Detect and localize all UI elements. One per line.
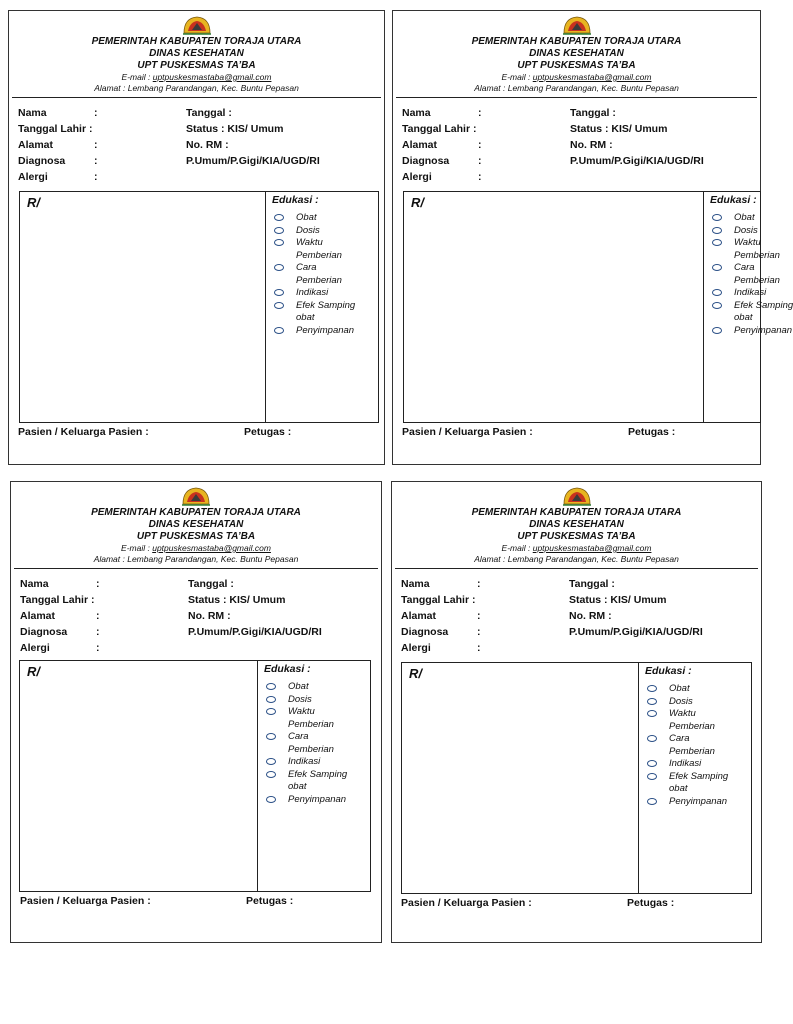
prescription-box — [403, 191, 793, 423]
checkbox-circle-icon[interactable] — [712, 302, 722, 309]
field-poli-options: P.Umum/P.Gigi/KIA/UGD/RI — [569, 626, 703, 638]
checkbox-circle-icon[interactable] — [647, 798, 657, 805]
checkbox-circle-icon[interactable] — [266, 771, 276, 778]
checkbox-circle-icon[interactable] — [266, 796, 276, 803]
field-no-rm-label: No. RM : — [188, 610, 231, 622]
footer-officer-signature: Petugas : — [244, 426, 292, 438]
field-alamat-colon: : — [477, 610, 481, 622]
kabupaten-logo-icon — [562, 486, 592, 506]
field-tanggal-lahir-label: Tanggal Lahir : — [20, 594, 95, 606]
field-diagnosa-colon: : — [96, 626, 100, 638]
field-tanggal-lahir-label: Tanggal Lahir : — [402, 123, 477, 135]
card-header — [11, 482, 381, 572]
field-nama-colon: : — [477, 578, 481, 590]
field-tanggal-label: Tanggal : — [570, 107, 616, 119]
field-diagnosa-label: Diagnosa — [18, 155, 66, 167]
rx-symbol: R/ — [27, 664, 40, 679]
edukasi-panel: Edukasi : Obat Dosis Waktu Pemberian Cara Pemberian Indikasi Efek Samping obat Penyimpanan — [638, 663, 751, 893]
kabupaten-logo-icon — [562, 15, 592, 35]
checkbox-circle-icon[interactable] — [266, 708, 276, 715]
prescription-box — [401, 662, 752, 894]
checkbox-circle-icon[interactable] — [712, 214, 722, 221]
footer-officer-signature: Petugas : — [627, 897, 675, 909]
field-nama-label: Nama — [18, 107, 47, 119]
header-address: Alamat : Lembang Parandangan, Kec. Buntu Pepasan — [93, 554, 299, 564]
header-email: E-mail : uptpuskesmastaba@gmail.com — [121, 72, 272, 82]
checkbox-circle-icon[interactable] — [647, 698, 657, 705]
header-line-puskesmas: UPT PUSKESMAS TA’BA — [517, 531, 636, 542]
checkbox-circle-icon[interactable] — [274, 302, 284, 309]
checkbox-circle-icon[interactable] — [647, 760, 657, 767]
edukasi-panel: Edukasi : Obat Dosis Waktu Pemberian Cara Pemberian Indikasi Efek Samping obat Penyimpanan — [703, 192, 760, 422]
header-divider — [14, 568, 378, 569]
rx-symbol: R/ — [27, 195, 40, 210]
field-nama-colon: : — [478, 107, 482, 119]
header-email: E-mail : uptpuskesmastaba@gmail.com — [501, 72, 652, 82]
header-line-puskesmas: UPT PUSKESMAS TA’BA — [517, 60, 636, 71]
field-no-rm-label: No. RM : — [186, 139, 229, 151]
field-alergi-colon: : — [96, 642, 100, 654]
header-line-puskesmas: UPT PUSKESMAS TA’BA — [137, 60, 256, 71]
field-nama-label: Nama — [401, 578, 430, 590]
field-alergi-colon: : — [478, 171, 482, 183]
header-divider — [396, 97, 757, 98]
checkbox-circle-icon[interactable] — [647, 710, 657, 717]
checkbox-circle-icon[interactable] — [712, 289, 722, 296]
field-tanggal-lahir-label: Tanggal Lahir : — [18, 123, 93, 135]
edukasi-title: Edukasi : — [264, 663, 311, 675]
checkbox-circle-icon[interactable] — [712, 327, 722, 334]
header-email: E-mail : uptpuskesmastaba@gmail.com — [121, 543, 271, 553]
edukasi-title: Edukasi : — [710, 194, 757, 206]
field-nama-label: Nama — [402, 107, 431, 119]
header-divider — [12, 97, 381, 98]
checkbox-circle-icon[interactable] — [647, 735, 657, 742]
checkbox-circle-icon[interactable] — [647, 685, 657, 692]
checkbox-circle-icon[interactable] — [274, 327, 284, 334]
checkbox-circle-icon[interactable] — [274, 214, 284, 221]
header-line-government: PEMERINTAH KABUPATEN TORAJA UTARA — [471, 36, 682, 47]
field-poli-options: P.Umum/P.Gigi/KIA/UGD/RI — [570, 155, 704, 167]
field-diagnosa-colon: : — [94, 155, 98, 167]
field-nama-label: Nama — [20, 578, 49, 590]
field-diagnosa-label: Diagnosa — [402, 155, 450, 167]
header-line-department: DINAS KESEHATAN — [149, 48, 244, 59]
header-line-government: PEMERINTAH KABUPATEN TORAJA UTARA — [91, 507, 301, 518]
footer-officer-signature: Petugas : — [246, 895, 294, 907]
field-alergi-label: Alergi — [18, 171, 48, 183]
field-alergi-label: Alergi — [20, 642, 50, 654]
email-link[interactable]: uptpuskesmastaba@gmail.com — [152, 72, 272, 82]
header-address: Alamat : Lembang Parandangan, Kec. Buntu Pepasan — [474, 83, 679, 93]
email-link[interactable]: uptpuskesmastaba@gmail.com — [152, 543, 271, 553]
field-alamat-label: Alamat — [402, 139, 438, 151]
header-line-puskesmas: UPT PUSKESMAS TA’BA — [136, 531, 256, 542]
header-line-department: DINAS KESEHATAN — [529, 48, 624, 59]
checkbox-circle-icon[interactable] — [266, 733, 276, 740]
checkbox-circle-icon[interactable] — [712, 227, 722, 234]
field-alamat-colon: : — [94, 139, 98, 151]
checkbox-circle-icon[interactable] — [712, 239, 722, 246]
edukasi-panel: Edukasi : Obat Dosis Waktu Pemberian Cara Pemberian Indikasi Efek Samping obat Penyimpanan — [265, 192, 378, 422]
field-alamat-label: Alamat — [401, 610, 437, 622]
footer-patient-signature: Pasien / Keluarga Pasien : — [18, 426, 149, 438]
field-alergi-label: Alergi — [401, 642, 431, 654]
field-alamat-label: Alamat — [20, 610, 56, 622]
field-status-label: Status : KIS/ Umum — [188, 594, 286, 606]
field-no-rm-label: No. RM : — [570, 139, 613, 151]
rx-symbol: R/ — [411, 195, 424, 210]
field-tanggal-label: Tanggal : — [569, 578, 615, 590]
header-email: E-mail : uptpuskesmastaba@gmail.com — [501, 543, 652, 553]
field-no-rm-label: No. RM : — [569, 610, 612, 622]
field-diagnosa-label: Diagnosa — [20, 626, 68, 638]
field-nama-colon: : — [96, 578, 100, 590]
field-tanggal-lahir-label: Tanggal Lahir : — [401, 594, 476, 606]
field-poli-options: P.Umum/P.Gigi/KIA/UGD/RI — [188, 626, 322, 638]
prescription-box — [19, 191, 379, 423]
field-alamat-colon: : — [478, 139, 482, 151]
checkbox-circle-icon[interactable] — [274, 227, 284, 234]
prescription-box — [19, 660, 371, 892]
header-line-department: DINAS KESEHATAN — [529, 519, 624, 530]
kabupaten-logo-icon — [181, 486, 211, 506]
header-address: Alamat : Lembang Parandangan, Kec. Buntu Pepasan — [474, 554, 679, 564]
edukasi-panel: Edukasi : Obat Dosis Waktu Pemberian Cara Pemberian Indikasi Efek Samping obat Penyimpanan — [257, 661, 370, 891]
field-alergi-label: Alergi — [402, 171, 432, 183]
field-tanggal-label: Tanggal : — [188, 578, 234, 590]
prescription-card — [10, 481, 382, 943]
footer-officer-signature: Petugas : — [628, 426, 676, 438]
footer-patient-signature: Pasien / Keluarga Pasien : — [402, 426, 533, 438]
checkbox-circle-icon[interactable] — [274, 264, 284, 271]
field-alergi-colon: : — [94, 171, 98, 183]
field-status-label: Status : KIS/ Umum — [569, 594, 667, 606]
field-status-label: Status : KIS/ Umum — [570, 123, 668, 135]
field-poli-options: P.Umum/P.Gigi/KIA/UGD/RI — [186, 155, 320, 167]
card-header — [393, 11, 760, 101]
field-alergi-colon: : — [477, 642, 481, 654]
edukasi-title: Edukasi : — [272, 194, 319, 206]
field-diagnosa-label: Diagnosa — [401, 626, 449, 638]
card-header — [9, 11, 384, 101]
header-line-department: DINAS KESEHATAN — [148, 519, 244, 530]
checkbox-circle-icon[interactable] — [647, 773, 657, 780]
footer-patient-signature: Pasien / Keluarga Pasien : — [401, 897, 532, 909]
email-link[interactable]: uptpuskesmastaba@gmail.com — [532, 543, 652, 553]
checkbox-circle-icon[interactable] — [274, 239, 284, 246]
kabupaten-logo-icon — [182, 15, 212, 35]
header-divider — [395, 568, 758, 569]
field-diagnosa-colon: : — [478, 155, 482, 167]
prescription-card — [391, 481, 762, 943]
rx-symbol: R/ — [409, 666, 422, 681]
header-address: Alamat : Lembang Parandangan, Kec. Buntu Pepasan — [94, 83, 299, 93]
checkbox-circle-icon[interactable] — [266, 696, 276, 703]
header-line-government: PEMERINTAH KABUPATEN TORAJA UTARA — [91, 36, 302, 47]
field-nama-colon: : — [94, 107, 98, 119]
header-line-government: PEMERINTAH KABUPATEN TORAJA UTARA — [471, 507, 682, 518]
field-diagnosa-colon: : — [477, 626, 481, 638]
checkbox-circle-icon[interactable] — [266, 758, 276, 765]
card-header — [392, 482, 761, 572]
prescription-card — [392, 10, 793, 465]
field-alamat-label: Alamat — [18, 139, 54, 151]
field-alamat-colon: : — [96, 610, 100, 622]
email-link[interactable]: uptpuskesmastaba@gmail.com — [532, 72, 652, 82]
footer-patient-signature: Pasien / Keluarga Pasien : — [20, 895, 151, 907]
field-status-label: Status : KIS/ Umum — [186, 123, 284, 135]
checkbox-circle-icon[interactable] — [712, 264, 722, 271]
prescription-card — [8, 10, 385, 465]
checkbox-circle-icon[interactable] — [266, 683, 276, 690]
field-tanggal-label: Tanggal : — [186, 107, 232, 119]
edukasi-title: Edukasi : — [645, 665, 692, 677]
checkbox-circle-icon[interactable] — [274, 289, 284, 296]
